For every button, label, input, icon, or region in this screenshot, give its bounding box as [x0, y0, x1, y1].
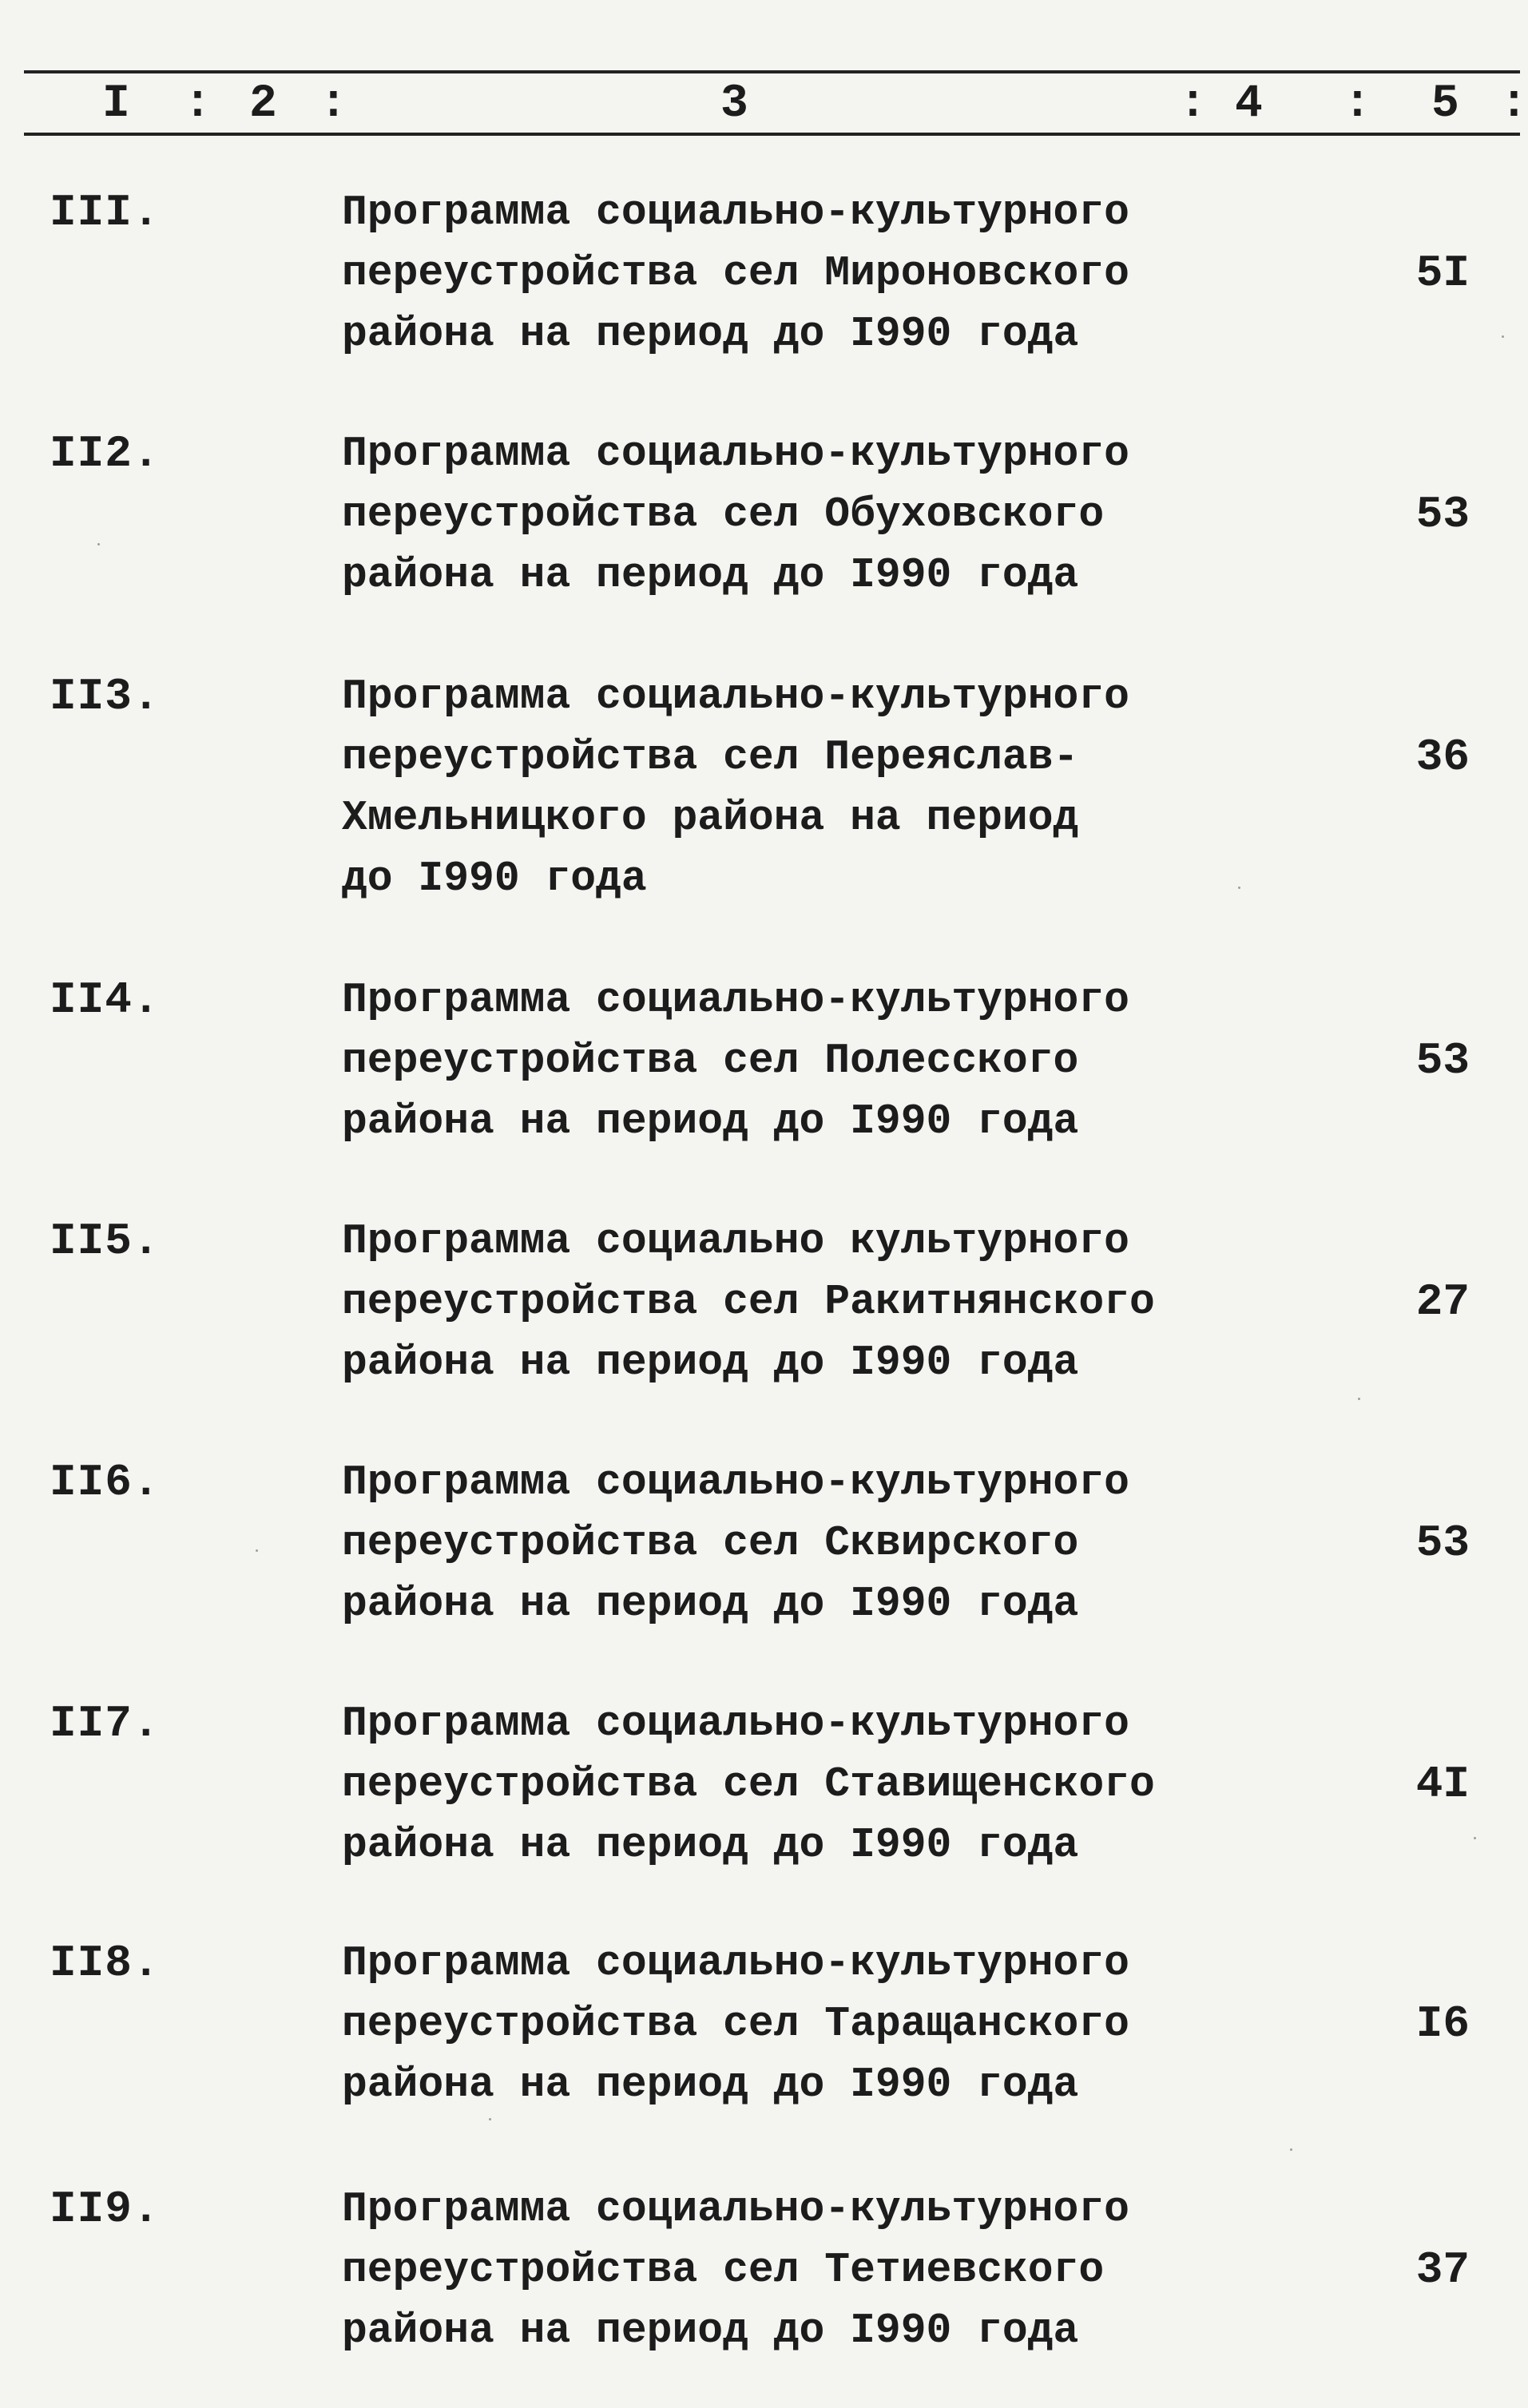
entry-title: Программа социально-культурного переустройства сел Ставищенского района на период до I990 года: [342, 1700, 1155, 1869]
scan-speck: [1474, 1837, 1476, 1839]
scan-speck: [1502, 335, 1504, 338]
entry-title: Программа социально-культурного переустройства сел Сквирского района на период до I990 года: [342, 1458, 1129, 1628]
entry-number: III.: [50, 187, 161, 238]
entry-number: II4.: [50, 974, 161, 1025]
header-sep-5: :: [1500, 78, 1528, 130]
entry-sheet-count: 53: [1415, 1517, 1470, 1569]
entry-number: II5.: [50, 1216, 161, 1267]
entry-title: Программа социально-культурного переустройства сел Полесского района на период до I990 года: [342, 976, 1129, 1145]
entry-title: Программа социально культурного переустройства сел Ракитнянского района на период до I990 года: [342, 1217, 1155, 1386]
header-col-5: 5: [1431, 78, 1459, 130]
header-sep-3: :: [1179, 78, 1207, 130]
header-col-4: 4: [1235, 78, 1263, 130]
entry-number: II3.: [50, 671, 161, 722]
entry-title: Программа социально-культурного переустройства сел Мироновского района на период до I990 года: [342, 188, 1129, 358]
entry-sheet-count: 53: [1415, 489, 1470, 540]
entry-title: Программа социально-культурного переустройства сел Обуховского района на период до I990 года: [342, 430, 1129, 599]
entry-sheet-count: 5I: [1415, 248, 1470, 299]
entry-sheet-count: I6: [1415, 1998, 1470, 2049]
header-col-3: 3: [720, 78, 748, 130]
entry-title: Программа социально-культурного переустройства сел Таращанского района на период до I990 года: [342, 1939, 1129, 2108]
entry-number: II8.: [50, 1938, 161, 1989]
header-sep-2: :: [319, 78, 347, 130]
entry-title: Программа социально-культурного переустройства сел Переяслав- Хмельницкого района на период до I990 года: [342, 672, 1129, 903]
entry-sheet-count: 36: [1415, 732, 1470, 783]
entry-sheet-count: 37: [1415, 2244, 1470, 2295]
entry-sheet-count: 4I: [1415, 1759, 1470, 1810]
entry-number: II9.: [50, 2184, 161, 2235]
scan-speck: [1290, 2148, 1292, 2151]
entry-sheet-count: 53: [1415, 1035, 1470, 1086]
scan-speck: [489, 2118, 491, 2120]
header-top-rule: [24, 70, 1520, 73]
scan-speck: [256, 1549, 258, 1552]
entry-sheet-count: 27: [1415, 1276, 1470, 1327]
entry-number: II2.: [50, 428, 161, 479]
header-sep-4: :: [1343, 78, 1371, 130]
scan-speck: [97, 543, 100, 545]
header-bottom-rule: [24, 133, 1520, 136]
header-col-1: I: [102, 78, 130, 130]
scan-speck: [1238, 887, 1240, 889]
header-sep-1: :: [184, 78, 212, 130]
entry-number: II7.: [50, 1698, 161, 1749]
entry-number: II6.: [50, 1457, 161, 1508]
header-col-2: 2: [249, 78, 277, 130]
table-header: [0, 77, 1528, 133]
entry-title: Программа социально-культурного переустройства сел Тетиевского района на период до I990 года: [342, 2185, 1129, 2354]
scan-speck: [1358, 1398, 1360, 1400]
